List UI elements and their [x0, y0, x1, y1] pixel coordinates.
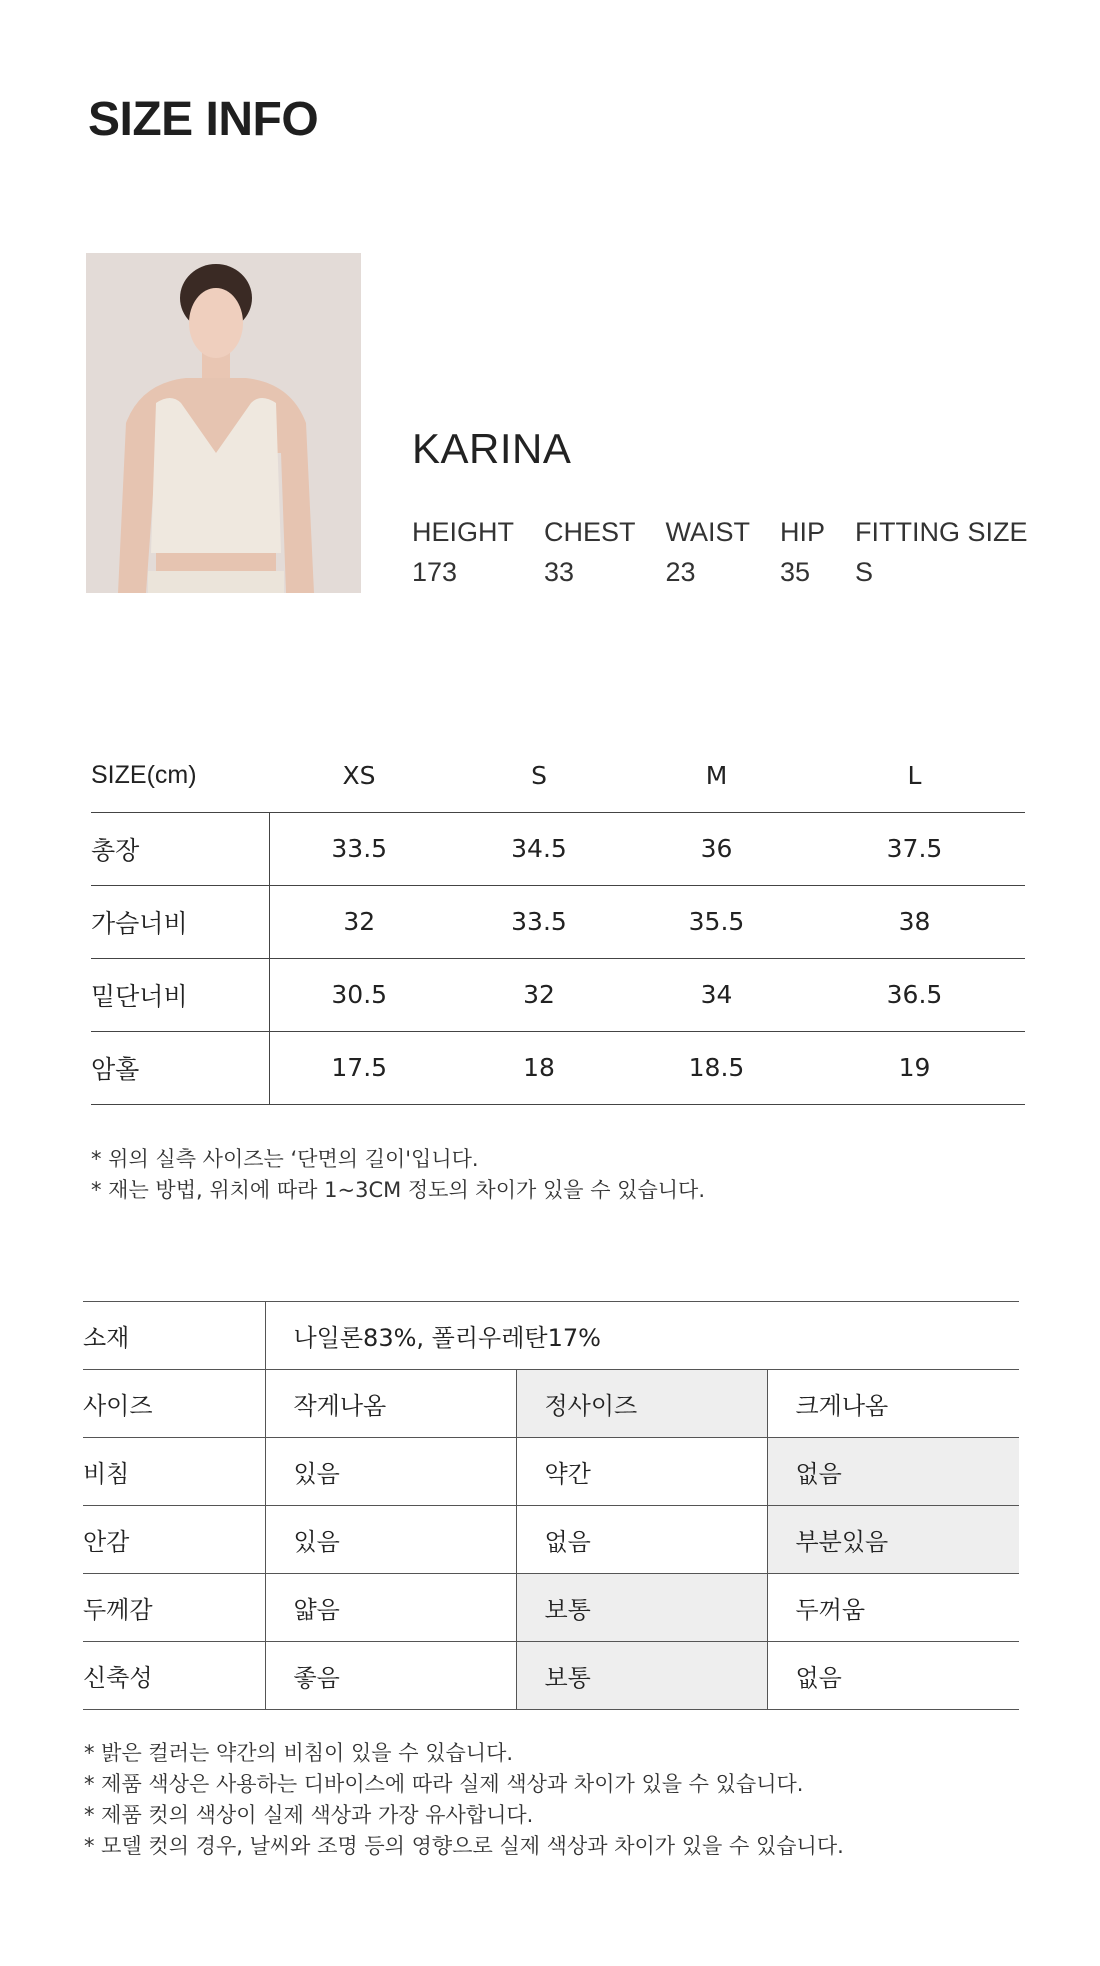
measure-value: 33 — [544, 557, 575, 587]
table-cell: 19 — [804, 1031, 1025, 1104]
fit-row — [83, 1506, 1019, 1574]
fit-option: 있음 — [265, 1506, 516, 1574]
fit-option: 보통 — [516, 1642, 767, 1710]
table-cell: 32 — [449, 958, 629, 1031]
measure-height — [412, 512, 514, 592]
fit-option: 보통 — [516, 1574, 767, 1642]
size-header-m: M — [705, 761, 728, 791]
fit-table — [83, 1301, 1019, 1710]
row-label: 소재 — [83, 1302, 265, 1370]
table-row — [91, 1031, 1025, 1104]
size-table-header — [91, 740, 1025, 812]
note-line: * 제품 컷의 색상이 실제 색상과 가장 유사합니다. — [84, 1803, 534, 1827]
table-row — [91, 812, 1025, 885]
material-value: 나일론83%, 폴리우레탄17% — [265, 1302, 1019, 1370]
size-header-l: L — [907, 761, 922, 791]
measure-fitting-size — [855, 512, 1028, 592]
measure-value: 173 — [412, 557, 458, 587]
measure-label: HEIGHT — [412, 517, 515, 547]
measure-value: 35 — [780, 557, 811, 587]
note-line: * 위의 실측 사이즈는 ‘단면의 길이'입니다. — [91, 1147, 479, 1171]
fit-option: 좋음 — [265, 1642, 516, 1710]
material-row — [83, 1302, 1019, 1370]
row-label: 사이즈 — [83, 1370, 265, 1438]
table-cell: 30.5 — [269, 958, 449, 1031]
model-name: KARINA — [412, 425, 572, 472]
size-header-xs: XS — [342, 761, 376, 791]
row-label: 밑단너비 — [91, 958, 269, 1031]
measure-label: HIP — [780, 517, 826, 547]
fit-row — [83, 1438, 1019, 1506]
table-cell: 33.5 — [269, 812, 449, 885]
fit-option: 크게나옴 — [767, 1370, 1019, 1438]
table-cell: 17.5 — [269, 1031, 449, 1104]
fit-row — [83, 1574, 1019, 1642]
measure-hip — [780, 512, 825, 592]
measure-chest — [544, 512, 636, 592]
fit-row — [83, 1370, 1019, 1438]
fit-option: 약간 — [516, 1438, 767, 1506]
row-label: 총장 — [91, 812, 269, 885]
fit-row — [83, 1642, 1019, 1710]
table-row — [91, 958, 1025, 1031]
measure-label: CHEST — [544, 517, 636, 547]
fit-option: 없음 — [767, 1642, 1019, 1710]
fit-option: 있음 — [265, 1438, 516, 1506]
table-cell: 37.5 — [804, 812, 1025, 885]
size-notes — [91, 1144, 705, 1206]
note-line: * 재는 방법, 위치에 따라 1~3CM 정도의 차이가 있을 수 있습니다. — [91, 1178, 705, 1202]
measure-label: WAIST — [665, 517, 751, 547]
table-cell: 35.5 — [629, 885, 804, 958]
size-header-s: S — [531, 761, 547, 791]
fit-option: 두꺼움 — [767, 1574, 1019, 1642]
table-cell: 32 — [269, 885, 449, 958]
fit-option: 작게나옴 — [265, 1370, 516, 1438]
row-label: 안감 — [83, 1506, 265, 1574]
table-cell: 36.5 — [804, 958, 1025, 1031]
note-line: * 제품 색상은 사용하는 디바이스에 따라 실제 색상과 차이가 있을 수 있습니다. — [84, 1772, 804, 1796]
fit-option: 정사이즈 — [516, 1370, 767, 1438]
table-cell: 33.5 — [449, 885, 629, 958]
row-label: 신축성 — [83, 1642, 265, 1710]
model-photo — [86, 253, 361, 593]
page-title: SIZE INFO — [88, 93, 319, 146]
measure-waist — [666, 512, 751, 592]
table-cell: 34.5 — [449, 812, 629, 885]
table-cell: 34 — [629, 958, 804, 1031]
row-label: 가슴너비 — [91, 885, 269, 958]
row-label: 두께감 — [83, 1574, 265, 1642]
row-label: 비침 — [83, 1438, 265, 1506]
table-row — [91, 885, 1025, 958]
table-cell: 36 — [629, 812, 804, 885]
measure-value: S — [855, 557, 874, 587]
measure-label: FITTING SIZE — [855, 517, 1028, 547]
size-table — [91, 740, 1025, 1105]
measure-value: 23 — [665, 557, 696, 587]
size-header-label: SIZE(cm) — [91, 761, 197, 790]
row-label: 암홀 — [91, 1031, 269, 1104]
color-notes — [84, 1738, 844, 1862]
table-cell: 18.5 — [629, 1031, 804, 1104]
note-line: * 밝은 컬러는 약간의 비침이 있을 수 있습니다. — [84, 1741, 514, 1765]
model-measurements — [412, 512, 1058, 592]
table-cell: 18 — [449, 1031, 629, 1104]
fit-option: 없음 — [767, 1438, 1019, 1506]
note-line: * 모델 컷의 경우, 날씨와 조명 등의 영향으로 실제 색상과 차이가 있을 수 있습니다. — [84, 1834, 844, 1858]
fit-option: 없음 — [516, 1506, 767, 1574]
fit-option: 얇음 — [265, 1574, 516, 1642]
fit-option: 부분있음 — [767, 1506, 1019, 1574]
table-cell: 38 — [804, 885, 1025, 958]
